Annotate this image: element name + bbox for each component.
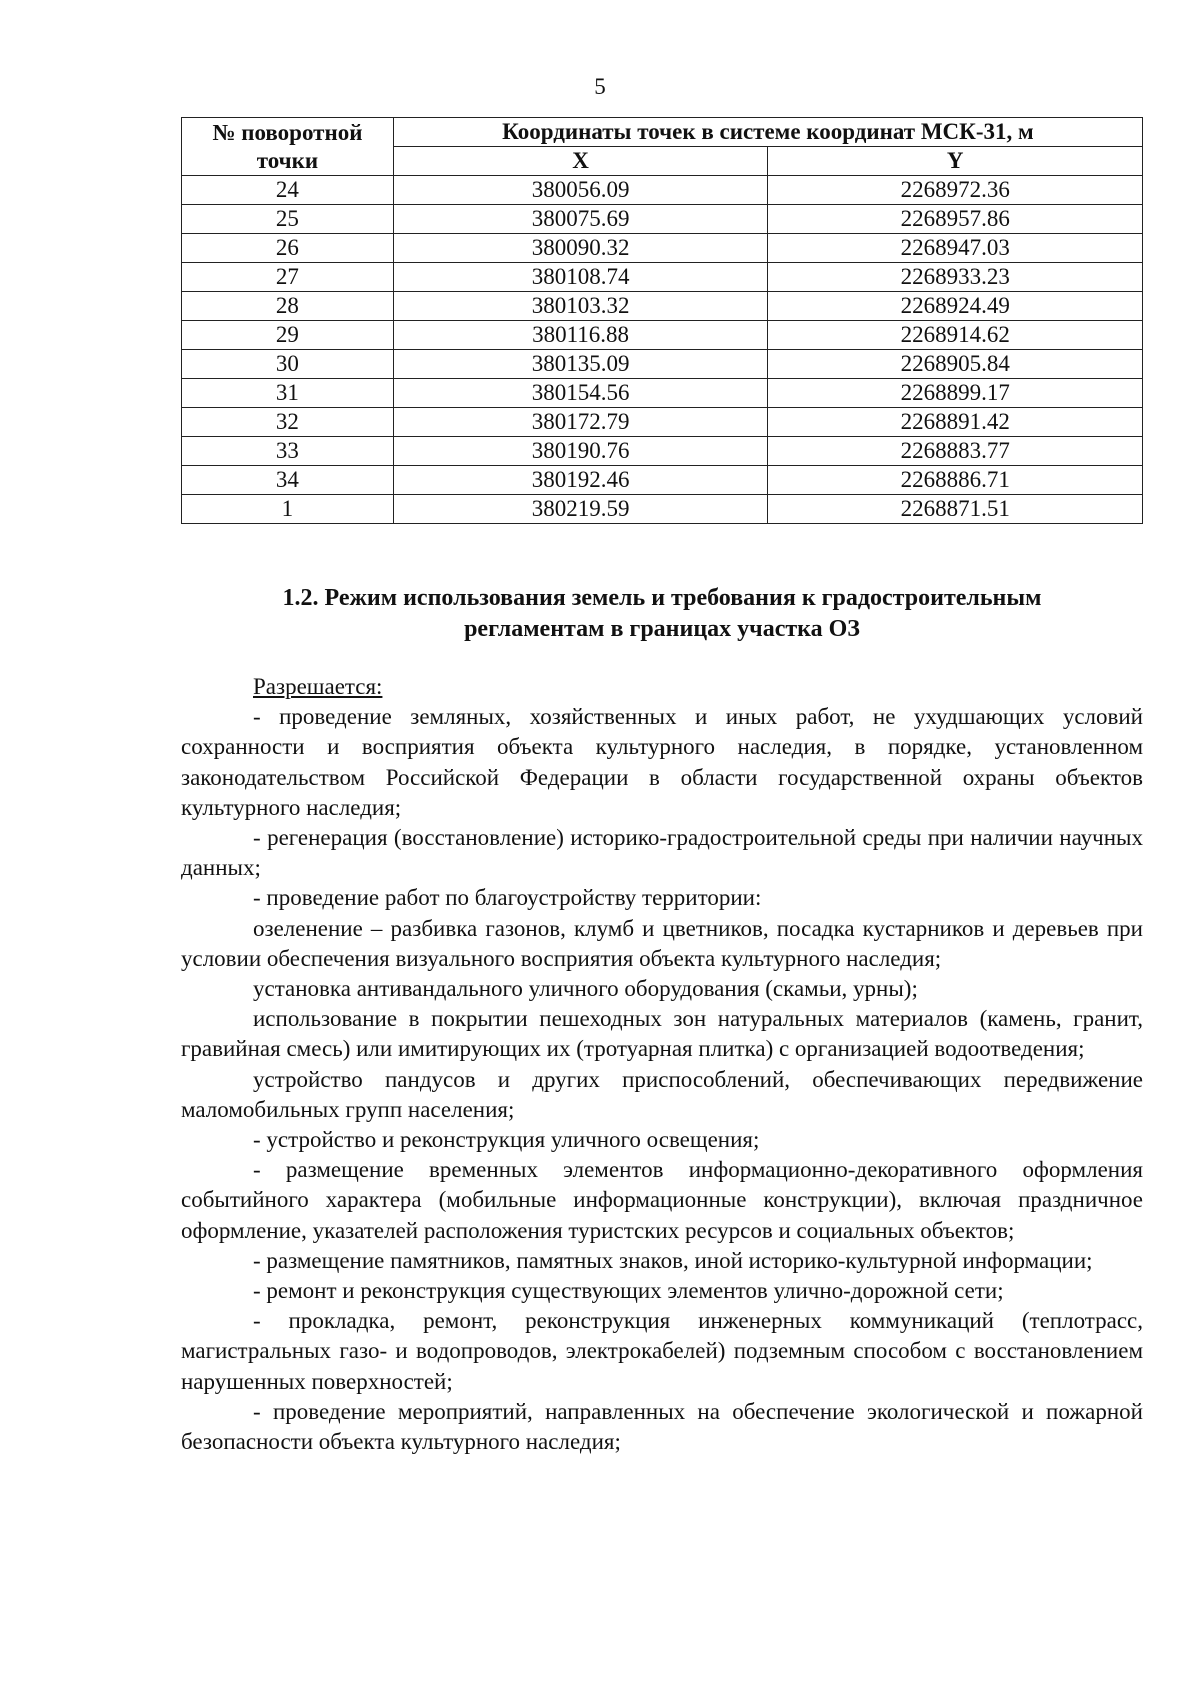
y-coordinate-cell: 2268905.84: [768, 350, 1143, 379]
body-paragraph: - размещение временных элементов информационно-декоративного оформления событийного характера (мобильные информационные конструкции), включая праздничное оформление, указателей расположения туристских ресурсов и социальных объектов;: [181, 1157, 1143, 1243]
table-row: [182, 205, 1143, 234]
table-row: [182, 466, 1143, 495]
point-number-cell: 30: [182, 350, 394, 379]
point-number-cell: 27: [182, 263, 394, 292]
x-coordinate-cell: 380172.79: [393, 408, 768, 437]
x-coordinate-cell: 380154.56: [393, 379, 768, 408]
body-text: [181, 672, 1143, 1457]
body-paragraph: - прокладка, ремонт, реконструкция инженерных коммуникаций (теплотрасс, магистральных газо- и водопроводов, электрокабелей) подземным способом с восстановлением нарушенных поверхностей;: [181, 1308, 1143, 1394]
point-number-cell: 34: [182, 466, 394, 495]
section-title-line-1: 1.2. Режим использования земель и требования к градостроительным: [282, 585, 1042, 611]
coordinates-table-body: [182, 176, 1143, 524]
table-row: [182, 495, 1143, 524]
body-paragraph: - проведение мероприятий, направленных на обеспечение экологической и пожарной безопасности объекта культурного наследия;: [181, 1398, 1143, 1455]
section-title: [181, 583, 1143, 645]
table-row: [182, 350, 1143, 379]
body-paragraph: - ремонт и реконструкция существующих элементов улично-дорожной сети;: [253, 1278, 1004, 1304]
header-y: Y: [768, 147, 1143, 176]
y-coordinate-cell: 2268924.49: [768, 292, 1143, 321]
y-coordinate-cell: 2268947.03: [768, 234, 1143, 263]
point-number-cell: 31: [182, 379, 394, 408]
table-row: [182, 234, 1143, 263]
table-row: [182, 408, 1143, 437]
y-coordinate-cell: 2268914.62: [768, 321, 1143, 350]
header-x: X: [393, 147, 768, 176]
y-coordinate-cell: 2268891.42: [768, 408, 1143, 437]
x-coordinate-cell: 380192.46: [393, 466, 768, 495]
body-paragraph: озеленение – разбивка газонов, клумб и цветников, посадка кустарников и деревьев при условии обеспечения визуального восприятия объекта культурного наследия;: [181, 915, 1143, 971]
body-paragraph: - проведение работ по благоустройству территории:: [253, 885, 762, 911]
y-coordinate-cell: 2268957.86: [768, 205, 1143, 234]
point-number-cell: 26: [182, 234, 394, 263]
x-coordinate-cell: 380103.32: [393, 292, 768, 321]
body-paragraph: - проведение земляных, хозяйственных и иных работ, не ухудшающих условий сохранности и восприятия объекта культурного наследия, в порядке, установленном законодательством Российской Федерации в области государственной охраны объектов культурного наследия;: [181, 704, 1143, 820]
y-coordinate-cell: 2268883.77: [768, 437, 1143, 466]
table-row: [182, 292, 1143, 321]
body-paragraph: - размещение памятников, памятных знаков, иной историко-культурной информации;: [253, 1247, 1093, 1273]
point-number-cell: 33: [182, 437, 394, 466]
point-number-cell: 24: [182, 176, 394, 205]
x-coordinate-cell: 380190.76: [393, 437, 768, 466]
x-coordinate-cell: 380056.09: [393, 176, 768, 205]
table-row: [182, 379, 1143, 408]
section-title-line-2: регламентам в границах участка ОЗ: [464, 616, 860, 642]
table-row: [182, 263, 1143, 292]
body-paragraph: устройство пандусов и других приспособлений, обеспечивающих передвижение маломобильных групп населения;: [181, 1066, 1143, 1122]
x-coordinate-cell: 380219.59: [393, 495, 768, 524]
body-paragraph: - регенерация (восстановление) историко-градостроительной среды при наличии научных данных;: [181, 825, 1143, 881]
page-number: 5: [594, 74, 606, 99]
point-number-cell: 1: [182, 495, 394, 524]
table-row: [182, 176, 1143, 205]
x-coordinate-cell: 380108.74: [393, 263, 768, 292]
body-paragraph: использование в покрытии пешеходных зон натуральных материалов (камень, гранит, гравийная смесь) или имитирующих их (тротуарная плитка) с организацией водоотведения;: [181, 1006, 1143, 1062]
table-row: [182, 437, 1143, 466]
y-coordinate-cell: 2268886.71: [768, 466, 1143, 495]
y-coordinate-cell: 2268871.51: [768, 495, 1143, 524]
point-number-cell: 29: [182, 321, 394, 350]
x-coordinate-cell: 380116.88: [393, 321, 768, 350]
y-coordinate-cell: 2268899.17: [768, 379, 1143, 408]
allowed-label: Разрешается:: [253, 674, 383, 699]
body-paragraph: установка антивандального уличного оборудования (скамьи, урны);: [253, 976, 918, 1002]
coordinates-table: [181, 117, 1143, 524]
y-coordinate-cell: 2268972.36: [768, 176, 1143, 205]
point-number-cell: 32: [182, 408, 394, 437]
y-coordinate-cell: 2268933.23: [768, 263, 1143, 292]
table-row: [182, 321, 1143, 350]
x-coordinate-cell: 380090.32: [393, 234, 768, 263]
point-number-cell: 25: [182, 205, 394, 234]
header-coordinates: Координаты точек в системе координат МСК-31, м: [393, 118, 1142, 147]
x-coordinate-cell: 380075.69: [393, 205, 768, 234]
x-coordinate-cell: 380135.09: [393, 350, 768, 379]
header-point-number: № поворотной точки: [182, 118, 394, 176]
point-number-cell: 28: [182, 292, 394, 321]
body-paragraph: - устройство и реконструкция уличного освещения;: [253, 1127, 760, 1153]
